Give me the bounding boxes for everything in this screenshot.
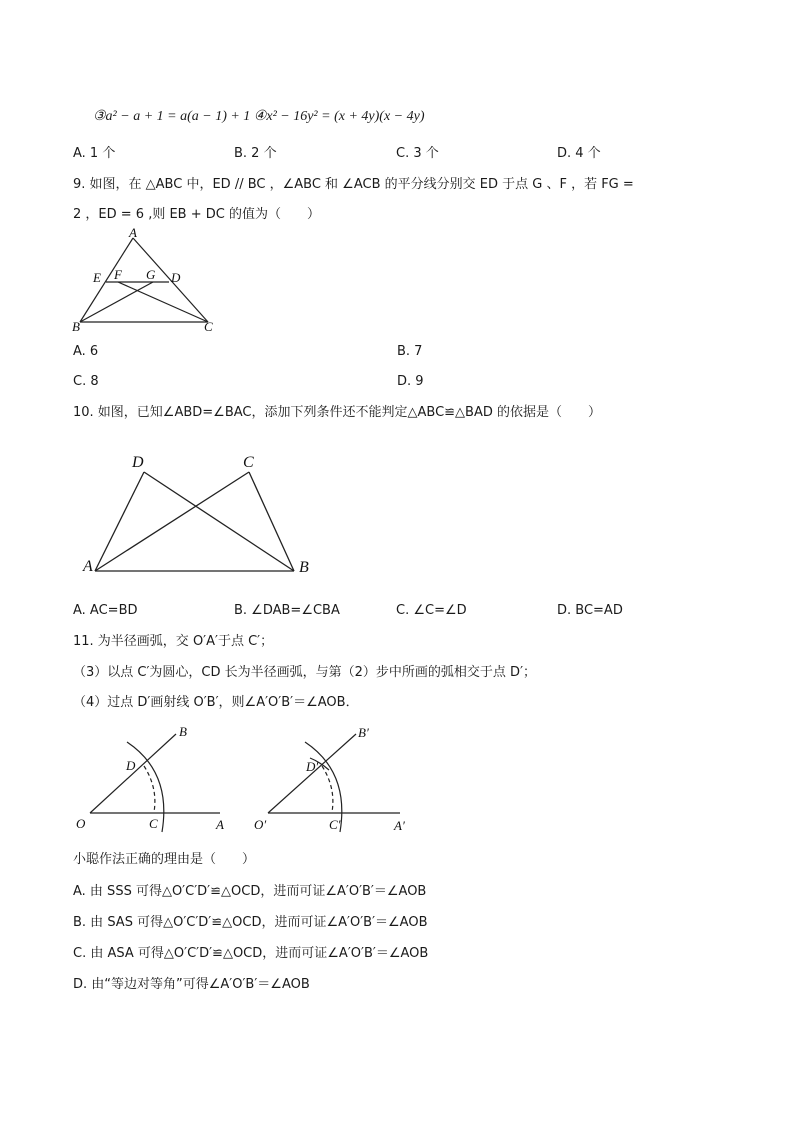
q11-option-b[interactable]: B. 由 SAS 可得△O′C′D′≌△OCD，进而可证∠A′O′B′＝∠AOB [73, 915, 428, 930]
q9-figure [68, 225, 248, 338]
q11-arc-main [127, 742, 164, 832]
q11-fig2-label-c: C′ [329, 817, 341, 832]
q9-label-a: A [129, 225, 137, 240]
q10-segment-ad [95, 472, 144, 571]
q11-fig1-label-d: D [126, 758, 136, 773]
q10-label-a: A [83, 558, 93, 575]
q10-label-b: B [299, 559, 309, 576]
q10-option-b[interactable]: B. ∠DAB=∠CBA [234, 603, 340, 618]
q9-stem-line2: 2 ，ED = 6 ,则 EB + DC 的值为（ ） [73, 207, 320, 222]
q10-option-d[interactable]: D. BC=AD [557, 603, 623, 618]
q9-option-c[interactable]: C. 8 [73, 374, 99, 389]
q11-question: 小聪作法正确的理由是（ ） [73, 852, 256, 867]
q9-label-c: C [204, 319, 213, 334]
q9-segment-ab [80, 238, 133, 322]
q11-option-c[interactable]: C. 由 ASA 可得△O′C′D′≌△OCD，进而可证∠A′O′B′＝∠AOB [73, 946, 429, 961]
q11-fig1-label-c: C [149, 816, 158, 831]
q9-label-b: B [72, 319, 80, 334]
q11-line2: （3）以点 C′为圆心，CD 长为半径画弧，与第（2）步中所画的弧相交于点 D′； [73, 665, 537, 680]
q8-option-d[interactable]: D. 4 个 [557, 146, 601, 161]
q11-fig2-label-o: O′ [254, 817, 267, 832]
q9-option-a[interactable]: A. 6 [73, 344, 99, 359]
q9-stem-line1: 9. 如图，在 △ABC 中，ED // BC ，∠ABC 和 ∠ACB 的平分线分别交 ED 于点 G 、F ，若 FG = [73, 177, 634, 192]
q11-arc-dashed [144, 766, 155, 812]
q10-stem: 10. 如图，已知∠ABD=∠BAC，添加下列条件还不能判定△ABC≌△BAD 的依据是（ ） [73, 405, 601, 420]
q8-option-b[interactable]: B. 2 个 [234, 146, 277, 161]
q11-fig2-label-d: D′ [306, 759, 319, 774]
q11-fig2-label-a: A′ [394, 818, 405, 833]
q11-figure-original [72, 722, 242, 837]
q11-figure-copy [250, 722, 420, 837]
q10-option-c[interactable]: C. ∠C=∠D [396, 603, 467, 618]
q9-option-d[interactable]: D. 9 [397, 374, 424, 389]
q11-option-a[interactable]: A. 由 SSS 可得△O′C′D′≌△OCD，进而可证∠A′O′B′＝∠AOB [73, 884, 427, 899]
q9-label-f: F [114, 267, 122, 282]
q9-segment-bg [80, 282, 153, 322]
q9-label-e: E [93, 270, 101, 285]
q11-fig2-label-b: B′ [358, 725, 369, 740]
q10-segment-ac [95, 472, 249, 571]
q11-fig1-label-o: O [76, 816, 86, 831]
q10-figure [80, 450, 340, 580]
q9-label-d: D [171, 270, 181, 285]
q11-line1: 11. 为半径画弧，交 O′A′于点 C′； [73, 634, 274, 649]
q8-option-a[interactable]: A. 1 个 [73, 146, 116, 161]
q9-segment-cf [118, 282, 208, 322]
q11-fig1-label-b: B [179, 724, 187, 739]
q10-label-c: C [243, 454, 254, 471]
q9-label-g: G [146, 267, 156, 282]
q8-items: ③a² − a + 1 = a(a − 1) + 1 ④x² − 16y² = (x + 4y)(x − 4y) [93, 109, 425, 124]
q8-option-c[interactable]: C. 3 个 [396, 146, 439, 161]
q11-fig1-label-a: A [216, 817, 224, 832]
q9-option-b[interactable]: B. 7 [397, 344, 423, 359]
q11-line3: （4）过点 D′画射线 O′B′，则∠A′O′B′＝∠AOB． [73, 695, 359, 710]
q10-option-a[interactable]: A. AC=BD [73, 603, 138, 618]
q11-arc-dashed-2 [322, 766, 333, 812]
q11-option-d[interactable]: D. 由“等边对等角”可得∠A′O′B′＝∠AOB [73, 977, 310, 992]
q10-label-d: D [132, 454, 144, 471]
